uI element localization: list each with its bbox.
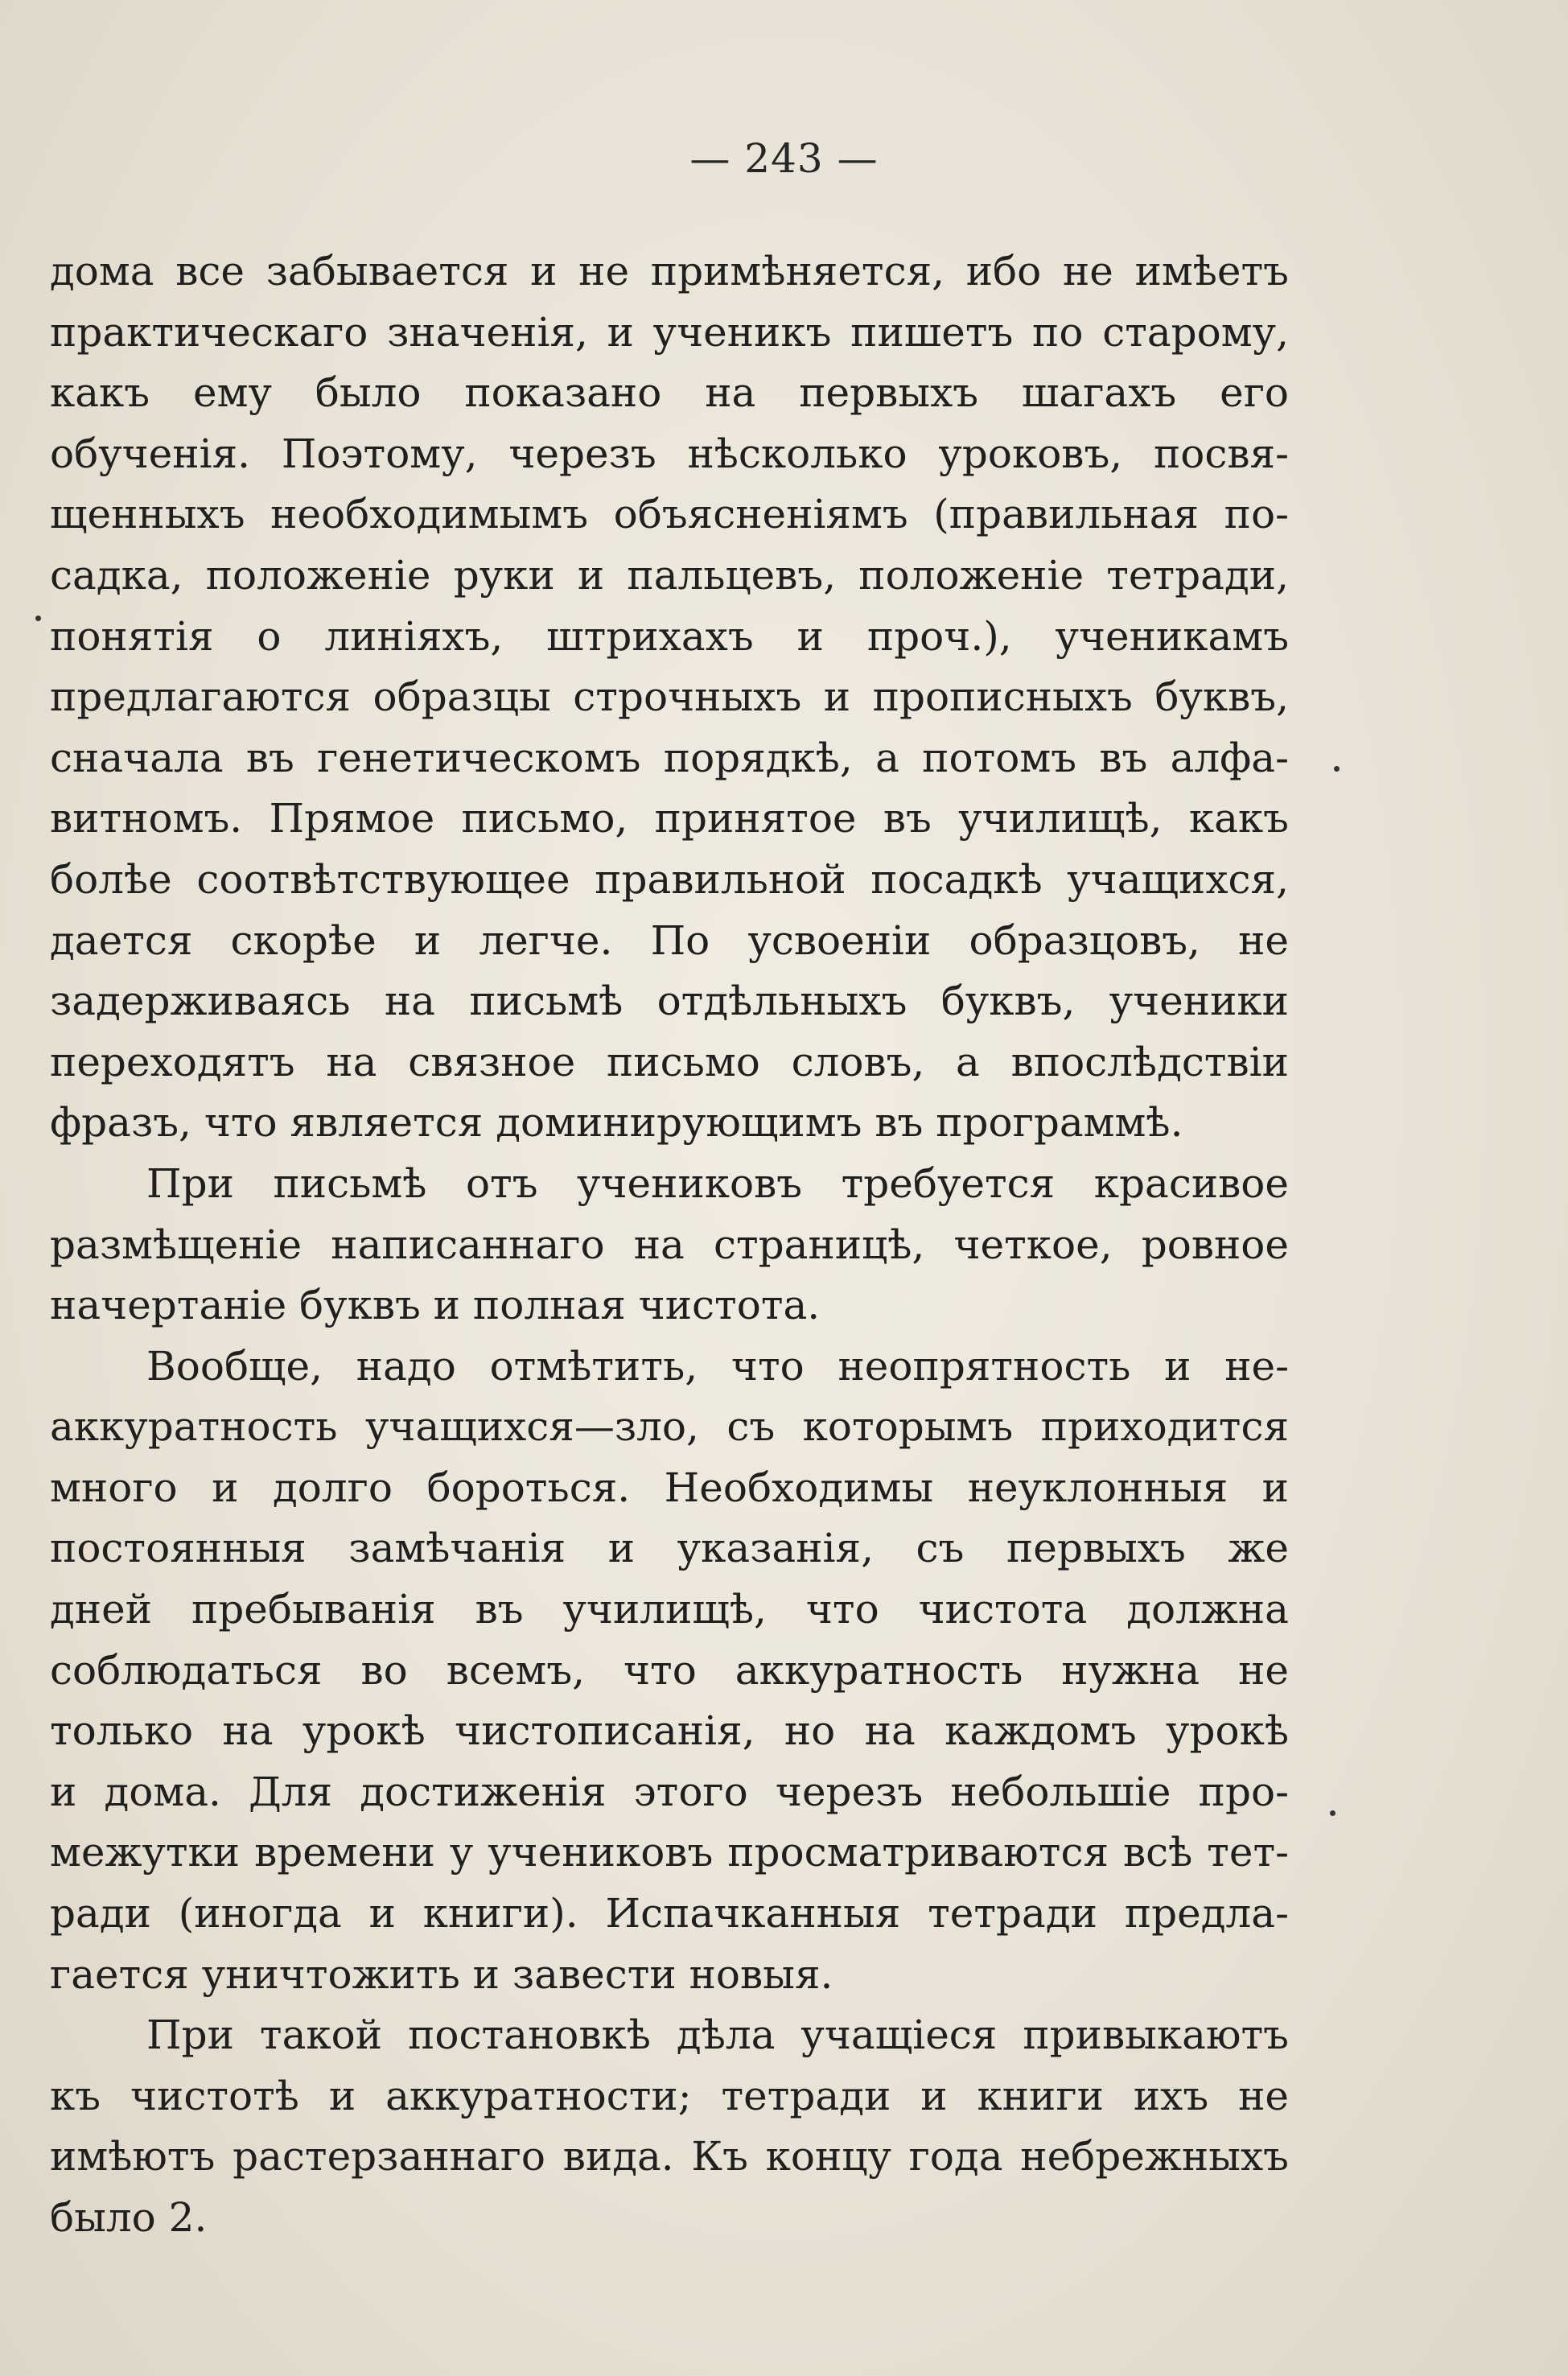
text-line: постоянныя замѣчанія и указанія, съ первыхъ же [50, 1525, 1289, 1572]
print-speck [1334, 766, 1340, 772]
text-line: межутки времени у учениковъ просматриваются всѣ тет- [50, 1829, 1289, 1876]
text-line: имѣютъ растерзаннаго вида. Къ концу года небрежныхъ [50, 2133, 1289, 2180]
text-line: болѣе соотвѣтствующее правильной посадкѣ учащихся, [50, 855, 1289, 903]
text-line: и дома. Для достиженія этого черезъ небольшіе про- [50, 1768, 1289, 1815]
text-line: дней пребыванія въ училищѣ, что чистота должна [50, 1586, 1289, 1633]
text-line: много и долго бороться. Необходимы неуклонныя и [50, 1464, 1289, 1511]
paragraph [50, 1336, 1289, 2006]
text-line: только на урокѣ чистописанія, но на каждомъ урокѣ [50, 1707, 1289, 1755]
text-line: ради (иногда и книги). Испачканныя тетради предла- [50, 1890, 1289, 1937]
paragraph [50, 2005, 1289, 2248]
text-line: къ чистотѣ и аккуратности; тетради и книги ихъ не [50, 2072, 1289, 2119]
text-line: витномъ. Прямое письмо, принятое въ училищѣ, какъ [50, 795, 1289, 842]
text-line: щенныхъ необходимымъ объясненіямъ (правильная по- [50, 491, 1289, 538]
text-line: было 2. [50, 2194, 208, 2241]
text-line: При письмѣ отъ учениковъ требуется красивое [146, 1159, 1289, 1207]
paragraph [50, 241, 1289, 1154]
text-line: обученія. Поэтому, черезъ нѣсколько уроковъ, посвя- [50, 430, 1289, 477]
body-text [50, 241, 1289, 2249]
print-speck [35, 616, 41, 621]
text-line: дома все забывается и не примѣняется, ибо не имѣетъ [50, 248, 1289, 294]
text-line: дается скорѣе и легче. По усвоеніи образцовъ, не [50, 916, 1289, 964]
text-line: При такой постановкѣ дѣла учащіеся привыкаютъ [146, 2012, 1289, 2059]
text-line: садка, положеніе руки и пальцевъ, положеніе тетради, [50, 551, 1289, 599]
text-line: гается уничтожить и завести новыя. [50, 1950, 833, 1998]
print-speck [1330, 1810, 1335, 1816]
text-line: переходятъ на связное письмо словъ, а впослѣдствіи [50, 1038, 1289, 1085]
text-line: соблюдаться во всемъ, что аккуратность нужна не [50, 1646, 1289, 1694]
text-line: какъ ему было показано на первыхъ шагахъ его [50, 369, 1289, 417]
text-line: размѣщеніе написаннаго на страницѣ, четкое, ровное [50, 1221, 1289, 1268]
text-line: аккуратность учащихся—зло, съ которымъ приходится [50, 1403, 1289, 1451]
text-line: фразъ, что является доминирующимъ въ программѣ. [50, 1099, 1183, 1147]
text-line: предлагаются образцы строчныхъ и прописныхъ буквъ, [50, 673, 1289, 721]
text-line: сначала въ генетическомъ порядкѣ, а потомъ въ алфа- [50, 734, 1289, 781]
page-number: — 243 — [689, 135, 879, 182]
text-line: Вообще, надо отмѣтить, что неопрятность и не- [146, 1342, 1289, 1390]
paragraph [50, 1154, 1289, 1336]
text-line: понятія о линіяхъ, штрихахъ и проч.), ученикамъ [50, 612, 1289, 660]
text-line: задерживаясь на письмѣ отдѣльныхъ буквъ, ученики [50, 978, 1289, 1025]
text-line: начертаніе буквъ и полная чистота. [50, 1282, 821, 1329]
text-line: практическаго значенія, и ученикъ пишетъ по старому, [50, 308, 1289, 356]
